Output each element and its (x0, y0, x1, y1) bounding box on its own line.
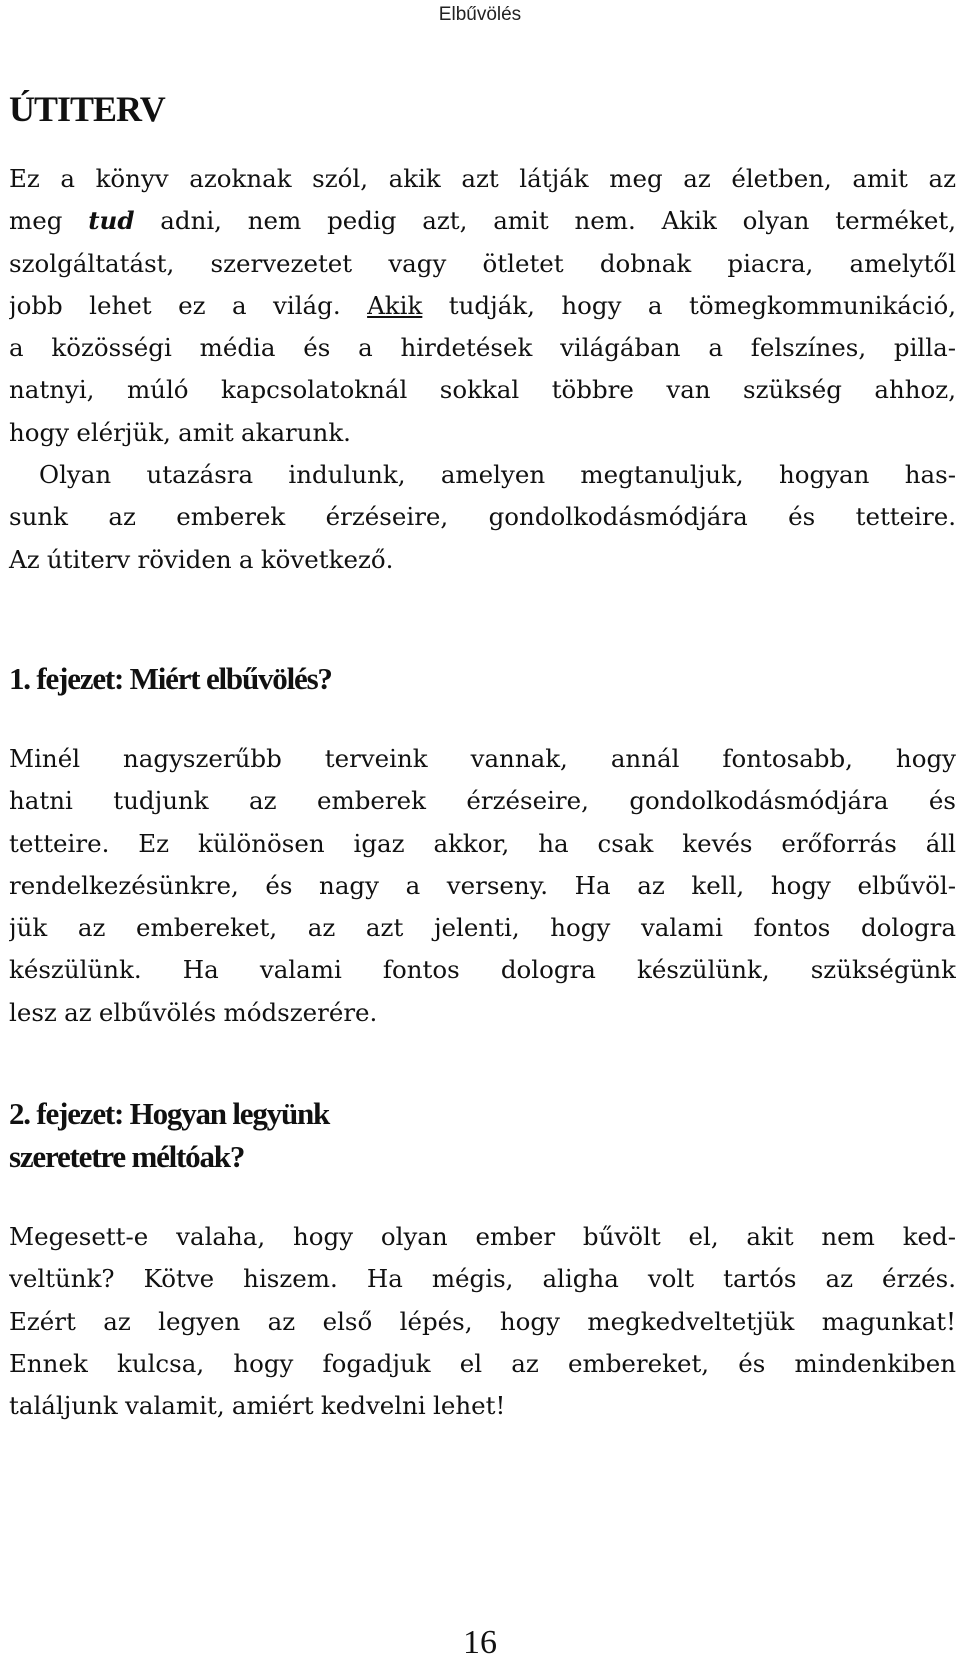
text-line: Olyan utazásra indulunk, amelyen megtanuljuk, hogyan has- (39, 460, 956, 490)
text-line: natnyi, múló kapcsolatoknál sokkal többre van szükség ahhoz, (9, 375, 956, 405)
underlined-word: Akik (367, 290, 423, 320)
page-title: ÚTITERV (9, 89, 165, 129)
chapter-2-heading (9, 1092, 329, 1178)
text-line: Megesett-e valaha, hogy olyan ember bűvölt el, akit nem ked- (9, 1222, 956, 1251)
chapter-2-paragraph (9, 1216, 956, 1427)
text-line (9, 285, 956, 327)
text-line: lesz az elbűvölés módszerére. (9, 997, 378, 1027)
text-fragment: jobb lehet ez a világ. (9, 290, 368, 320)
text-line: tetteire. Ez különösen igaz akkor, ha csak kevés erőforrás áll (9, 828, 956, 858)
text-line: Minél nagyszerűbb terveink vannak, annál fontosabb, hogy (9, 744, 956, 773)
text-line: készülünk. Ha valami fontos dologra készülünk, szükségünk (9, 955, 956, 985)
text-line: jük az embereket, az azt jelenti, hogy valami fontos dologra (9, 913, 956, 943)
text-fragment: adni, nem pedig azt, amit nem. Akik olyan terméket, (134, 206, 956, 236)
running-header: Elbűvölés (438, 4, 522, 25)
text-line: rendelkezésünkre, és nagy a verseny. Ha az kell, hogy elbűvöl- (9, 870, 956, 900)
text-line: találjunk valamit, amiért kedvelni lehet! (9, 1391, 506, 1421)
chapter-1-paragraph (9, 738, 956, 1034)
text-line: Ennek kulcsa, hogy fogadjuk el az embereket, és mindenkiben (9, 1348, 956, 1378)
text-line: sunk az emberek érzéseire, gondolkodásmódjára és tetteire. (9, 502, 956, 532)
text-line: veltünk? Kötve hiszem. Ha mégis, aligha volt tartós az érzés. (9, 1264, 956, 1294)
text-line: hogy elérjük, amit akarunk. (9, 417, 351, 447)
chapter-2-heading-line: 2. fejezet: Hogyan legyünk (9, 1096, 330, 1131)
text-line: Ezért az legyen az első lépés, hogy megkedveltetjük magunkat! (9, 1306, 956, 1336)
page-number: 16 (463, 1624, 497, 1661)
text-line: Az útiterv röviden a következő. (9, 544, 394, 574)
chapter-1-heading: 1. fejezet: Miért elbűvölés? (9, 661, 332, 696)
chapter-2-heading-line: szeretetre méltóak? (9, 1139, 245, 1174)
text-fragment: meg (9, 206, 89, 236)
text-line: Ez a könyv azoknak szól, akik azt látják meg az életben, amit az (9, 164, 956, 193)
text-line: szolgáltatást, szervezetet vagy ötletet dobnak piacra, amelytől (9, 248, 956, 278)
text-line (9, 200, 956, 242)
text-line: a közösségi média és a hirdetések világában a felszínes, pilla- (9, 333, 956, 363)
text-fragment: tudják, hogy a tömegkommunikáció, (422, 290, 956, 320)
emphasized-word: tud (88, 206, 135, 236)
intro-paragraph (9, 158, 956, 581)
text-line: hatni tudjunk az emberek érzéseire, gondolkodásmódjára és (9, 786, 956, 816)
